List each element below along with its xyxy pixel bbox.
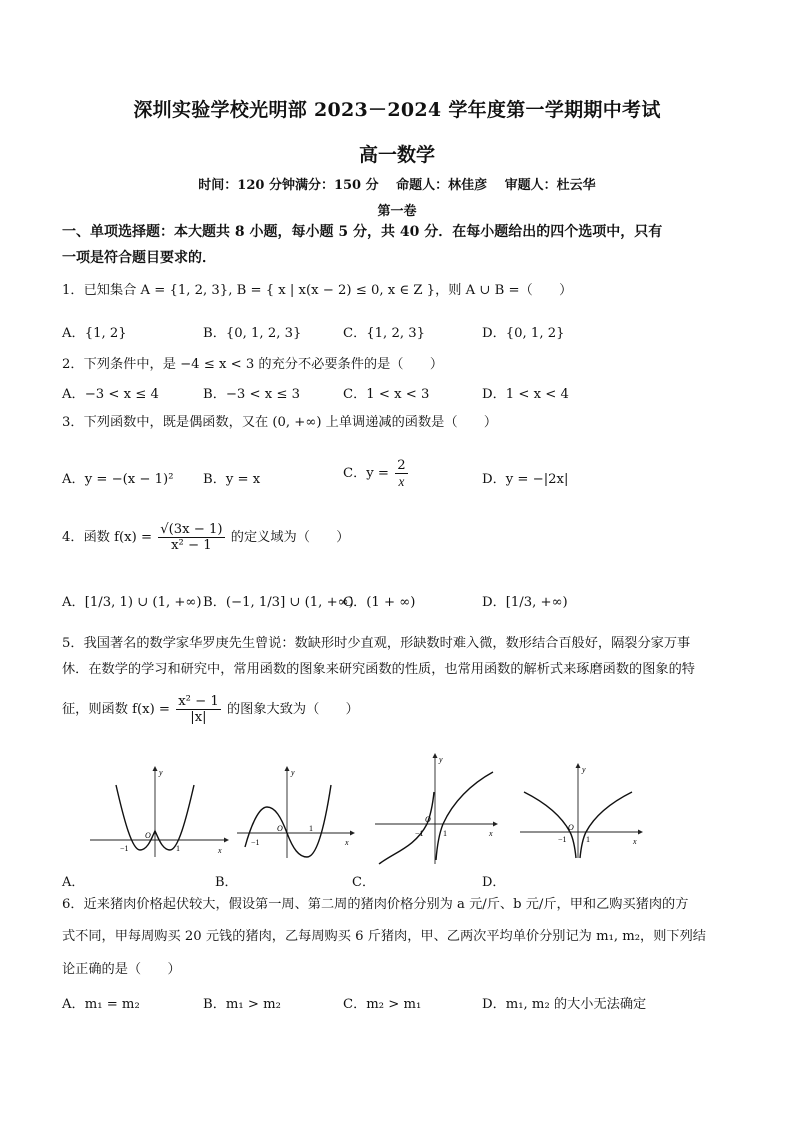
q4-option-d: D．[1/3, +∞) xyxy=(482,595,568,610)
q1-option-b: B．{0, 1, 2, 3} xyxy=(203,326,302,341)
q4-stem xyxy=(62,522,742,553)
svg-text:O: O xyxy=(425,815,431,824)
section-heading-line1: 一、单项选择题：本大题共 8 小题，每小题 5 分，共 40 分．在每小题给出的四个选项中，只有 xyxy=(62,224,663,240)
graph-d xyxy=(520,762,645,862)
svg-text:x: x xyxy=(489,829,493,838)
q3-stem: 3．下列函数中，既是偶函数，又在 (0, +∞) 上单调递减的函数是（ ） xyxy=(62,415,498,430)
q6-option-a: A．m₁ = m₂ xyxy=(62,997,140,1012)
svg-text:−1: −1 xyxy=(120,844,129,853)
q2-option-d: D．1 < x < 4 xyxy=(482,387,569,402)
q5-denominator: |x| xyxy=(190,710,207,725)
q6-line3: 论正确的是（ ） xyxy=(62,962,181,977)
q5-line3 xyxy=(62,694,742,725)
svg-text:1: 1 xyxy=(586,835,590,844)
q4-denominator: x² − 1 xyxy=(171,538,212,553)
q3-option-c-numerator: 2 xyxy=(397,458,406,473)
q4-stem-prefix: 4．函数 f(x) = xyxy=(62,530,152,545)
q1-option-d: D．{0, 1, 2} xyxy=(482,326,565,341)
q4-option-c: C．(1 + ∞) xyxy=(343,595,416,610)
exam-info: 时间：120 分钟满分：150 分 命题人：林佳彦 审题人：杜云华 xyxy=(198,178,596,193)
svg-text:1: 1 xyxy=(309,824,313,833)
svg-text:x: x xyxy=(633,837,637,846)
graph-a-label: A． xyxy=(62,875,85,890)
svg-text:1: 1 xyxy=(443,829,447,838)
q2-option-b: B．−3 < x ≤ 3 xyxy=(203,387,301,402)
exam-title: 深圳实验学校光明部 2023－2024 学年度第一学期期中考试 xyxy=(133,99,661,121)
graph-d-label: D． xyxy=(482,875,506,890)
q1-stem: 1．已知集合 A = {1, 2, 3}, B = { x | x(x − 2) ≤ 0, x ∈ Z }，则 A ∪ B =（ ） xyxy=(62,283,573,298)
q5-line3-prefix: 征，则函数 f(x) = xyxy=(62,702,170,717)
svg-text:−1: −1 xyxy=(558,835,567,844)
q2-option-a: A．−3 < x ≤ 4 xyxy=(62,387,159,402)
graph-a xyxy=(90,765,230,860)
q6-option-c: C．m₂ > m₁ xyxy=(343,997,422,1012)
subject-title: 高一数学 xyxy=(358,144,435,166)
graph-c xyxy=(375,752,500,867)
graph-b xyxy=(237,765,357,860)
svg-text:y: y xyxy=(439,755,443,764)
section-heading-line2: 一项是符合题目要求的． xyxy=(62,250,216,266)
q5-line1: 5．我国著名的数学家华罗庚先生曾说：数缺形时少直观，形缺数时难入微，数形结合百般好，隔裂分家万事 xyxy=(62,636,691,651)
q5-line2: 休．在数学的学习和研究中，常用函数的图象来研究函数的性质，也常用函数的解析式来琢磨函数的图象的特 xyxy=(62,662,695,677)
q5-line3-suffix: 的图象大致为（ ） xyxy=(226,702,359,717)
svg-text:y: y xyxy=(291,768,295,777)
svg-text:x: x xyxy=(345,838,349,847)
q6-option-d: D．m₁, m₂ 的大小无法确定 xyxy=(482,997,647,1012)
q3-option-d: D．y = −|2x| xyxy=(482,472,569,487)
q1-option-a: A．{1, 2} xyxy=(62,326,127,341)
q2-option-c: C．1 < x < 3 xyxy=(343,387,430,402)
q6-line1: 6．近来猪肉价格起伏较大，假设第一周、第二周的猪肉价格分别为 a 元/斤、b 元/斤，甲和乙购买猪肉的方 xyxy=(62,897,689,912)
q6-line2: 式不同，甲每周购买 20 元钱的猪肉，乙每周购买 6 斤猪肉，甲、乙两次平均单价分别记为 m₁, m₂，则下列结 xyxy=(62,929,706,944)
svg-text:y: y xyxy=(159,768,163,777)
q4-numerator: √(3x − 1) xyxy=(160,522,223,537)
svg-text:−1: −1 xyxy=(415,829,424,838)
q4-option-a: A．[1/3, 1) ∪ (1, +∞) xyxy=(62,595,202,610)
svg-text:O: O xyxy=(568,823,574,832)
svg-text:O: O xyxy=(277,824,283,833)
graph-b-label: B． xyxy=(215,875,238,890)
q3-option-a: A．y = −(x − 1)² xyxy=(62,472,174,487)
q3-option-c xyxy=(343,458,410,489)
graph-c-label: C． xyxy=(352,875,375,890)
svg-text:O: O xyxy=(145,831,151,840)
q3-option-b: B．y = x xyxy=(203,472,261,487)
svg-text:1: 1 xyxy=(176,844,180,853)
q4-fraction xyxy=(158,522,224,553)
q4-option-b: B．(−1, 1/3] ∪ (1, +∞) xyxy=(203,595,354,610)
q3-option-c-prefix: C．y = xyxy=(343,466,389,481)
svg-text:x: x xyxy=(218,846,222,855)
q3-option-c-denominator: x xyxy=(398,474,405,489)
q1-option-c: C．{1, 2, 3} xyxy=(343,326,425,341)
svg-text:y: y xyxy=(582,765,586,774)
q5-numerator: x² − 1 xyxy=(178,694,219,709)
q3-option-c-fraction xyxy=(395,458,407,489)
q5-fraction xyxy=(176,694,221,725)
svg-text:−1: −1 xyxy=(251,838,260,847)
q6-option-b: B．m₁ > m₂ xyxy=(203,997,281,1012)
q2-stem: 2．下列条件中，是 −4 ≤ x < 3 的充分不必要条件的是（ ） xyxy=(62,357,444,372)
q4-stem-suffix: 的定义域为（ ） xyxy=(230,530,350,545)
volume-label: 第一卷 xyxy=(377,204,417,219)
